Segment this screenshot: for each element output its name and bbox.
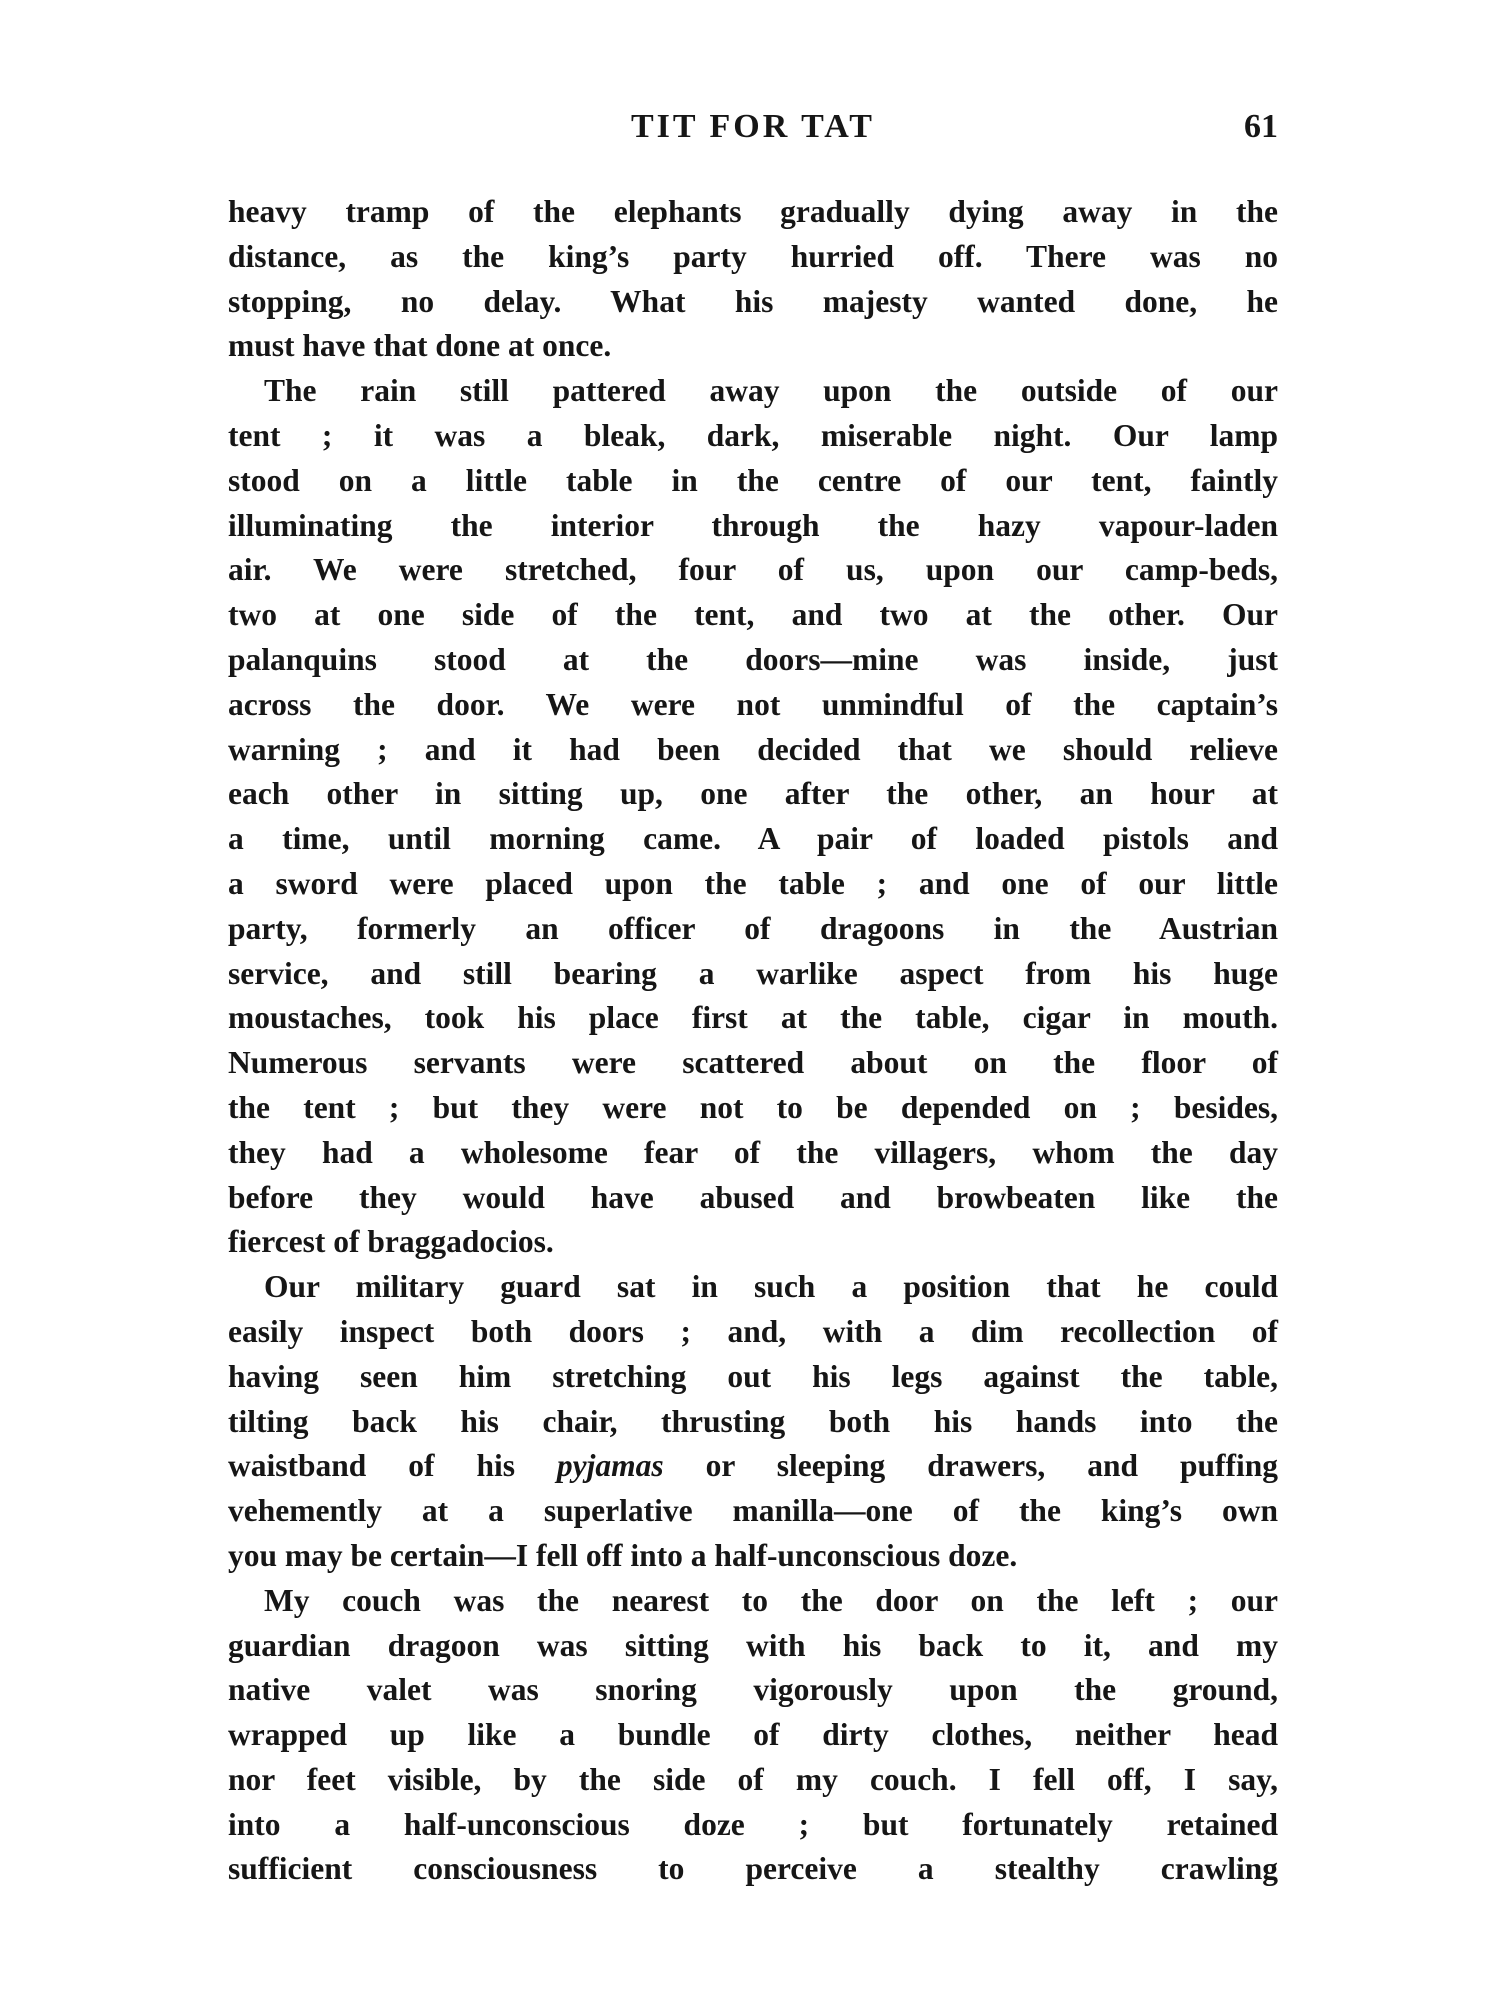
text-line: wrapped up like a bundle of dirty clothes, neither head (228, 1717, 1278, 1753)
text-line: tent ; it was a bleak, dark, miserable night. Our lamp (228, 417, 1278, 453)
text-segment: or sleeping drawers, and puffing (663, 1448, 1279, 1484)
text-line: vehemently at a superlative manilla—one of the king’s own (228, 1493, 1278, 1529)
running-title: TIT FOR TAT (631, 108, 875, 145)
text-line: native valet was snoring vigorously upon the ground, (228, 1672, 1278, 1708)
text-line: Our military guard sat in such a position that he could (264, 1269, 1278, 1305)
text-line: a time, until morning came. A pair of loaded pistols and (228, 821, 1278, 857)
text-line: fiercest of braggadocios. (228, 1224, 554, 1260)
text-line: stopping, no delay. What his majesty wanted done, he (228, 283, 1278, 319)
text-line: having seen him stretching out his legs against the table, (228, 1358, 1278, 1394)
text-line: moustaches, took his place first at the table, cigar in mouth. (228, 1000, 1278, 1036)
running-header (228, 100, 1278, 160)
text-line: sufficient consciousness to perceive a stealthy crawling (228, 1851, 1278, 1887)
text-line: easily inspect both doors ; and, with a dim recollection of (228, 1313, 1278, 1349)
text-line: into a half-unconscious doze ; but fortunately retained (228, 1806, 1278, 1842)
paragraph-2 (228, 369, 1278, 1265)
text-line (228, 1444, 1278, 1489)
text-line: illuminating the interior through the hazy vapour-laden (228, 507, 1278, 543)
text-line: party, formerly an officer of dragoons in the Austrian (228, 910, 1278, 946)
paragraph-4 (228, 1579, 1278, 1893)
text-line: each other in sitting up, one after the other, an hour at (228, 776, 1278, 812)
text-line: service, and still bearing a warlike aspect from his huge (228, 955, 1278, 991)
paragraph-3 (228, 1265, 1278, 1579)
text-segment: waistband of his (228, 1448, 557, 1484)
text-line: must have that done at once. (228, 328, 612, 364)
italic-word: pyjamas (556, 1448, 664, 1484)
text-line: heavy tramp of the elephants gradually dying away in the (228, 194, 1278, 229)
page-number: 61 (1244, 108, 1278, 145)
text-line: two at one side of the tent, and two at the other. Our (228, 597, 1278, 633)
text-line: before they would have abused and browbeaten like the (228, 1179, 1278, 1215)
book-page (228, 100, 1278, 1892)
text-line: The rain still pattered away upon the outside of our (264, 373, 1278, 409)
text-line: air. We were stretched, four of us, upon our camp-beds, (228, 552, 1278, 588)
text-line: guardian dragoon was sitting with his back to it, and my (228, 1627, 1278, 1663)
text-line: nor feet visible, by the side of my couch. I fell off, I say, (228, 1761, 1278, 1797)
text-line: warning ; and it had been decided that we should relieve (228, 731, 1278, 767)
text-line: Numerous servants were scattered about on the floor of (228, 1045, 1278, 1081)
body-text (228, 190, 1278, 1892)
text-line: you may be certain—I fell off into a half-unconscious doze. (228, 1537, 1018, 1573)
text-line: distance, as the king’s party hurried off. There was no (228, 238, 1278, 274)
text-line: tilting back his chair, thrusting both his hands into the (228, 1403, 1278, 1439)
text-line: My couch was the nearest to the door on the left ; our (264, 1582, 1278, 1618)
text-line: a sword were placed upon the table ; and one of our little (228, 865, 1278, 901)
text-line: stood on a little table in the centre of our tent, faintly (228, 462, 1278, 498)
paragraph-1 (228, 190, 1278, 369)
text-line: across the door. We were not unmindful of the captain’s (228, 686, 1278, 722)
text-line: they had a wholesome fear of the villagers, whom the day (228, 1134, 1278, 1170)
text-line: the tent ; but they were not to be depended on ; besides, (228, 1089, 1278, 1125)
text-line: palanquins stood at the doors—mine was inside, just (228, 641, 1278, 677)
